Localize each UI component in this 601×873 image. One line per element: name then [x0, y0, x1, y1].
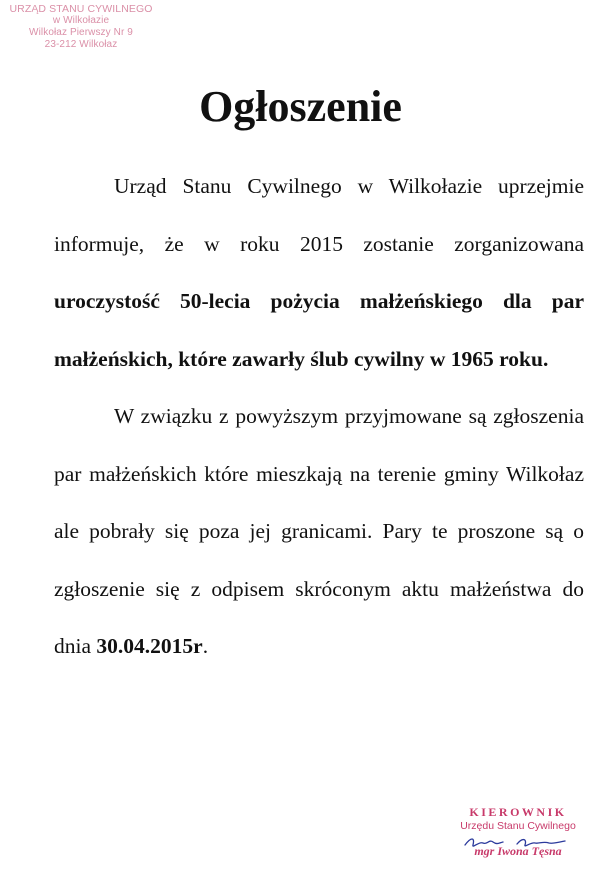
stamp-office-name: URZĄD STANU CYWILNEGO [9, 3, 153, 15]
registrar-stamp [438, 805, 598, 857]
office-stamp [6, 3, 156, 51]
registrar-name: mgr Iwona Tęsna [474, 844, 562, 858]
page-title: Ogłoszenie [199, 82, 402, 132]
announcement-body [54, 158, 584, 676]
paragraph-1-bold-text: uroczystość 50-lecia pożycia małżeńskiego dla par małżeńskich, które zawarły ślub cywilny w 1965 roku. [54, 289, 584, 371]
deadline-date: 30.04.2015r [96, 634, 203, 658]
stamp-office-address: Wilkołaz Pierwszy Nr 9 [29, 27, 133, 38]
registrar-office: Urzędu Stanu Cywilnego [460, 820, 576, 832]
registrar-title: KIEROWNIK [469, 805, 567, 819]
paragraph-1 [54, 158, 584, 388]
stamp-office-postcode: 23-212 Wilkołaz [44, 39, 118, 50]
paragraph-2-end: . [202, 634, 209, 658]
paragraph-2 [54, 388, 584, 676]
paragraph-2-text: W związku z powyższym przyjmowane są zgłoszenia par małżeńskich które mieszkają na terenie gminy Wilkołaz ale pobrały się poza jej granicami. Pary te proszone są o zgłoszenie się z odpisem skróconym aktu małżeństwa do dnia [54, 404, 584, 658]
stamp-office-location: w Wilkołazie [52, 15, 110, 26]
paragraph-1-text: Urząd Stanu Cywilnego w Wilkołazie uprzejmie informuje, że w roku 2015 zostanie zorganizowana [54, 174, 584, 256]
